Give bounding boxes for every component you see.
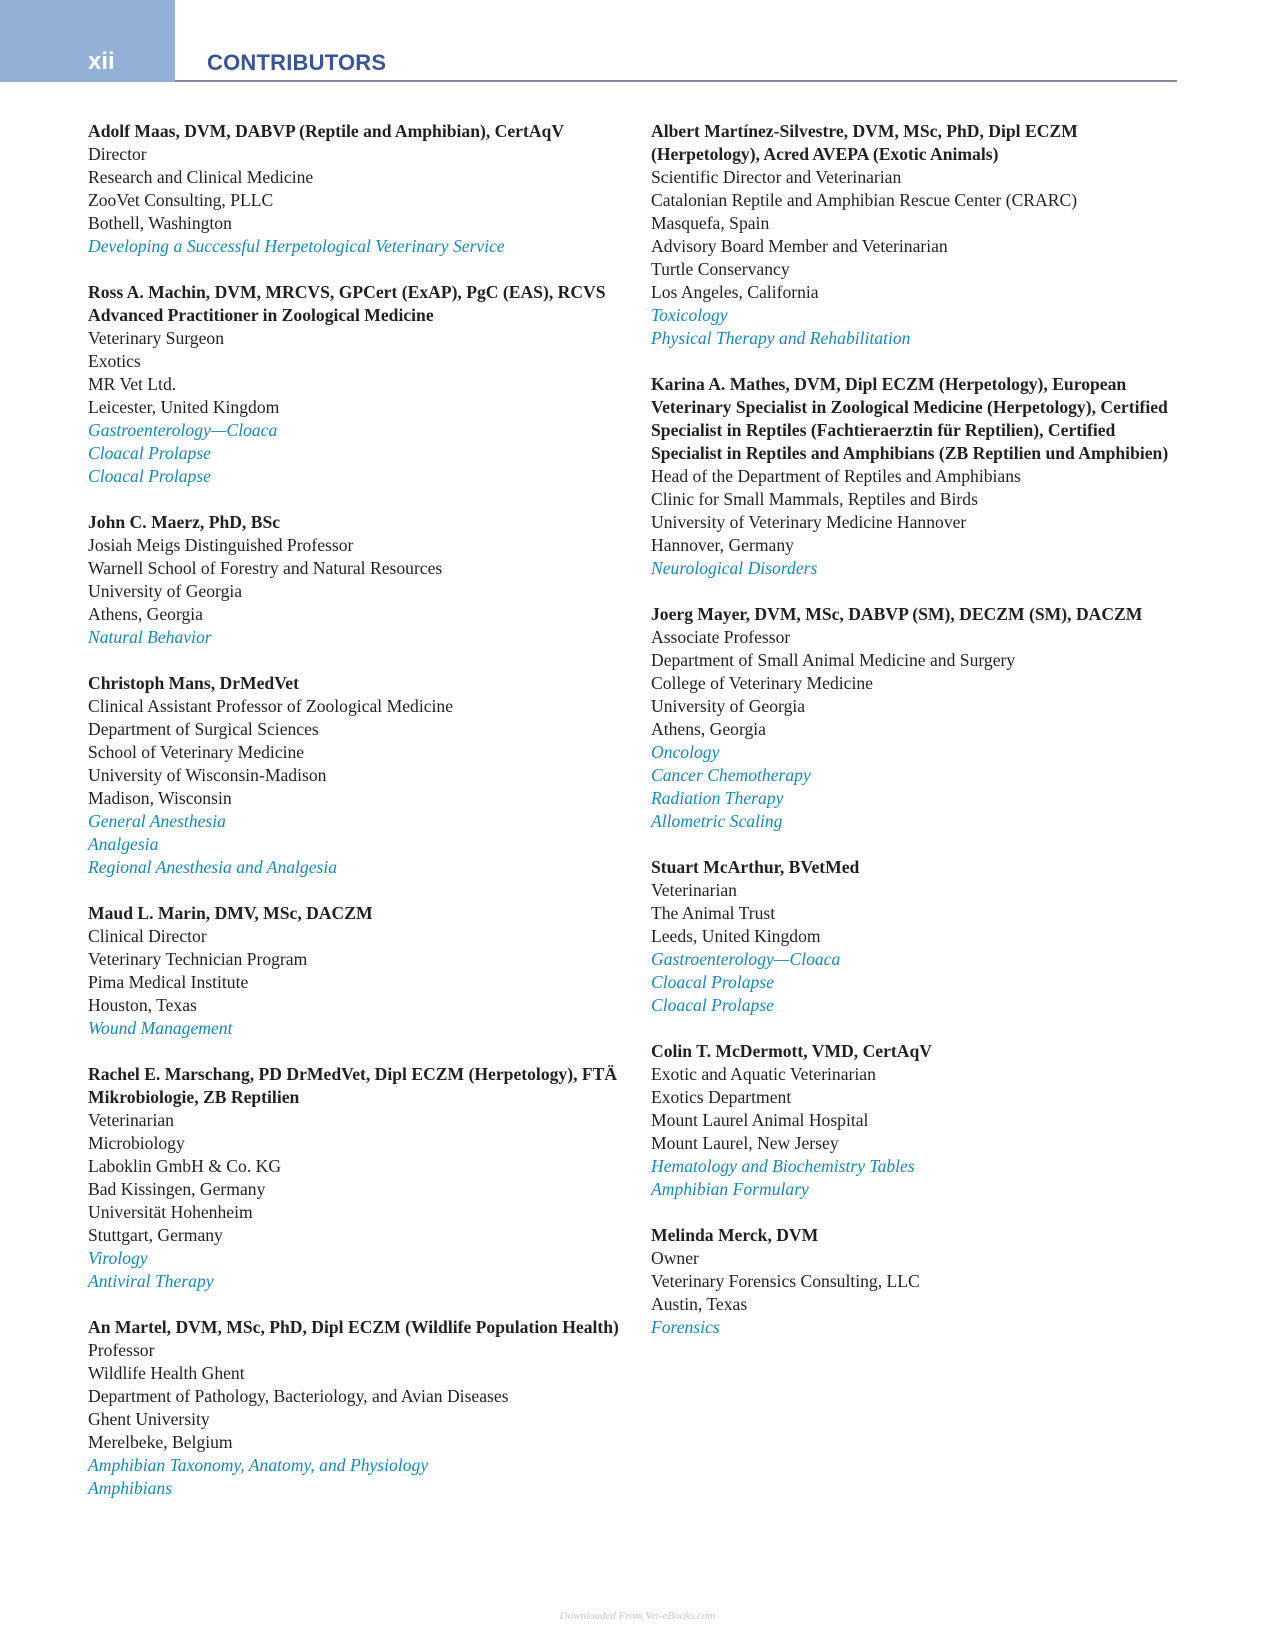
affiliation-line: College of Veterinary Medicine: [651, 673, 873, 693]
chapter-link[interactable]: Antiviral Therapy: [88, 1271, 214, 1291]
chapter-link[interactable]: Physical Therapy and Rehabilitation: [651, 328, 911, 348]
affiliation-line: Veterinary Technician Program: [88, 949, 308, 969]
affiliation-line: Houston, Texas: [88, 995, 197, 1015]
affiliation-line: Veterinarian: [651, 880, 737, 900]
affiliation-line: Turtle Conservancy: [651, 259, 790, 279]
affiliation-line: Veterinary Forensics Consulting, LLC: [651, 1271, 920, 1291]
contributor-entry: [88, 902, 628, 1040]
chapter-link[interactable]: Hematology and Biochemistry Tables: [651, 1156, 915, 1176]
contributor-name: Christoph Mans, DrMedVet: [88, 673, 299, 693]
affiliation-line: Merelbeke, Belgium: [88, 1432, 233, 1452]
chapter-link[interactable]: Radiation Therapy: [651, 788, 784, 808]
affiliation-line: Warnell School of Forestry and Natural Resources: [88, 558, 443, 578]
contributor-entry: [88, 672, 628, 879]
affiliation-line: Advisory Board Member and Veterinarian: [651, 236, 948, 256]
affiliation-line: Laboklin GmbH & Co. KG: [88, 1156, 282, 1176]
affiliation-line: Bothell, Washington: [88, 213, 232, 233]
affiliation-line: University of Georgia: [88, 581, 243, 601]
affiliation-line: Madison, Wisconsin: [88, 788, 232, 808]
contributor-entry: [88, 1063, 628, 1293]
chapter-link[interactable]: Toxicology: [651, 305, 728, 325]
affiliation-line: Leeds, United Kingdom: [651, 926, 821, 946]
contributors-left-column: [88, 120, 628, 1523]
chapter-link[interactable]: Oncology: [651, 742, 720, 762]
contributor-entry: [651, 603, 1191, 833]
header-rule: [175, 80, 1177, 82]
chapter-link[interactable]: Cloacal Prolapse: [651, 995, 774, 1015]
contributor-entry: [651, 373, 1191, 580]
affiliation-line: Los Angeles, California: [651, 282, 819, 302]
contributor-name: Ross A. Machin, DVM, MRCVS, GPCert (ExAP), PgC (EAS), RCVS Advanced Practitioner in Zoological Medicine: [88, 282, 606, 325]
affiliation-line: University of Wisconsin-Madison: [88, 765, 327, 785]
affiliation-line: Leicester, United Kingdom: [88, 397, 280, 417]
affiliation-line: Athens, Georgia: [651, 719, 766, 739]
affiliation-line: Hannover, Germany: [651, 535, 794, 555]
chapter-link[interactable]: Natural Behavior: [88, 627, 212, 647]
section-title: CONTRIBUTORS: [207, 50, 387, 75]
contributor-entry: [651, 120, 1191, 350]
affiliation-line: Exotics: [88, 351, 141, 371]
affiliation-line: Masquefa, Spain: [651, 213, 770, 233]
affiliation-line: Professor: [88, 1340, 155, 1360]
chapter-link[interactable]: Cancer Chemotherapy: [651, 765, 811, 785]
contributor-entry: [88, 281, 628, 488]
contributor-name: Albert Martínez-Silvestre, DVM, MSc, PhD, Dipl ECZM (Herpetology), Acred AVEPA (Exotic Animals): [651, 121, 1078, 164]
affiliation-line: Mount Laurel Animal Hospital: [651, 1110, 869, 1130]
chapter-link[interactable]: Developing a Successful Herpetological Veterinary Service: [88, 236, 505, 256]
chapter-link[interactable]: Cloacal Prolapse: [88, 443, 211, 463]
contributor-name: Stuart McArthur, BVetMed: [651, 857, 860, 877]
chapter-link[interactable]: Neurological Disorders: [651, 558, 818, 578]
affiliation-line: Josiah Meigs Distinguished Professor: [88, 535, 354, 555]
contributor-entry: [88, 511, 628, 649]
contributor-entry: [88, 120, 628, 258]
affiliation-line: Director: [88, 144, 147, 164]
chapter-link[interactable]: Virology: [88, 1248, 148, 1268]
affiliation-line: School of Veterinary Medicine: [88, 742, 305, 762]
affiliation-line: Clinic for Small Mammals, Reptiles and Birds: [651, 489, 978, 509]
page-number: xii: [88, 48, 115, 75]
contributor-name: An Martel, DVM, MSc, PhD, Dipl ECZM (Wildlife Population Health): [88, 1317, 619, 1337]
affiliation-line: Stuttgart, Germany: [88, 1225, 223, 1245]
watermark-footer: Downloaded From Vet-eBooks.com: [559, 1610, 716, 1622]
affiliation-line: Bad Kissingen, Germany: [88, 1179, 266, 1199]
affiliation-line: Ghent University: [88, 1409, 210, 1429]
contributor-name: Rachel E. Marschang, PD DrMedVet, Dipl ECZM (Herpetology), FTÄ Mikrobiologie, ZB Reptilien: [88, 1064, 618, 1107]
contributor-name: Joerg Mayer, DVM, MSc, DABVP (SM), DECZM (SM), DACZM: [651, 604, 1143, 624]
affiliation-line: ZooVet Consulting, PLLC: [88, 190, 274, 210]
chapter-link[interactable]: Amphibians: [88, 1478, 173, 1498]
contributor-name: Melinda Merck, DVM: [651, 1225, 819, 1245]
chapter-link[interactable]: Regional Anesthesia and Analgesia: [88, 857, 338, 877]
chapter-link[interactable]: Amphibian Formulary: [651, 1179, 809, 1199]
affiliation-line: Research and Clinical Medicine: [88, 167, 314, 187]
contributor-name: Colin T. McDermott, VMD, CertAqV: [651, 1041, 932, 1061]
affiliation-line: Department of Surgical Sciences: [88, 719, 319, 739]
affiliation-line: Exotics Department: [651, 1087, 792, 1107]
contributor-entry: [651, 856, 1191, 1017]
contributor-name: Karina A. Mathes, DVM, Dipl ECZM (Herpetology), European Veterinary Specialist in Zoological Medicine (Herpetology), Certified Specialist in Reptiles (Fachtieraerztin für Reptilien), Certified Specialist in Reptiles and Amphibians (ZB Reptilien und Amphibien): [651, 374, 1169, 463]
contributor-name: Adolf Maas, DVM, DABVP (Reptile and Amphibian), CertAqV: [88, 121, 565, 141]
affiliation-line: University of Georgia: [651, 696, 806, 716]
affiliation-line: Microbiology: [88, 1133, 185, 1153]
affiliation-line: Catalonian Reptile and Amphibian Rescue Center (CRARC): [651, 190, 1078, 210]
contributor-entry: [651, 1040, 1191, 1201]
contributors-right-column: [651, 120, 1191, 1362]
affiliation-line: Austin, Texas: [651, 1294, 748, 1314]
affiliation-line: Universität Hohenheim: [88, 1202, 253, 1222]
affiliation-line: The Animal Trust: [651, 903, 776, 923]
affiliation-line: Scientific Director and Veterinarian: [651, 167, 902, 187]
affiliation-line: Associate Professor: [651, 627, 791, 647]
chapter-link[interactable]: Amphibian Taxonomy, Anatomy, and Physiology: [88, 1455, 429, 1475]
affiliation-line: Clinical Director: [88, 926, 207, 946]
contributor-entry: [651, 1224, 1191, 1339]
chapter-link[interactable]: Wound Management: [88, 1018, 233, 1038]
affiliation-line: Athens, Georgia: [88, 604, 203, 624]
contributor-name: John C. Maerz, PhD, BSc: [88, 512, 281, 532]
chapter-link[interactable]: General Anesthesia: [88, 811, 226, 831]
contributor-name: Maud L. Marin, DMV, MSc, DACZM: [88, 903, 373, 923]
chapter-link[interactable]: Gastroenterology—Cloaca: [651, 949, 841, 969]
chapter-link[interactable]: Allometric Scaling: [651, 811, 783, 831]
contributor-entry: [88, 1316, 628, 1500]
chapter-link[interactable]: Cloacal Prolapse: [651, 972, 774, 992]
affiliation-line: Head of the Department of Reptiles and Amphibians: [651, 466, 1021, 486]
affiliation-line: Pima Medical Institute: [88, 972, 249, 992]
chapter-link[interactable]: Analgesia: [88, 834, 159, 854]
affiliation-line: Veterinarian: [88, 1110, 174, 1130]
chapter-link[interactable]: Cloacal Prolapse: [88, 466, 211, 486]
chapter-link[interactable]: Gastroenterology—Cloaca: [88, 420, 278, 440]
affiliation-line: Department of Small Animal Medicine and Surgery: [651, 650, 1016, 670]
affiliation-line: Department of Pathology, Bacteriology, and Avian Diseases: [88, 1386, 509, 1406]
affiliation-line: University of Veterinary Medicine Hannover: [651, 512, 967, 532]
chapter-link[interactable]: Forensics: [651, 1317, 720, 1337]
affiliation-line: Veterinary Surgeon: [88, 328, 224, 348]
affiliation-line: Mount Laurel, New Jersey: [651, 1133, 839, 1153]
affiliation-line: Exotic and Aquatic Veterinarian: [651, 1064, 876, 1084]
affiliation-line: Wildlife Health Ghent: [88, 1363, 245, 1383]
affiliation-line: Clinical Assistant Professor of Zoological Medicine: [88, 696, 454, 716]
affiliation-line: Owner: [651, 1248, 699, 1268]
affiliation-line: MR Vet Ltd.: [88, 374, 177, 394]
